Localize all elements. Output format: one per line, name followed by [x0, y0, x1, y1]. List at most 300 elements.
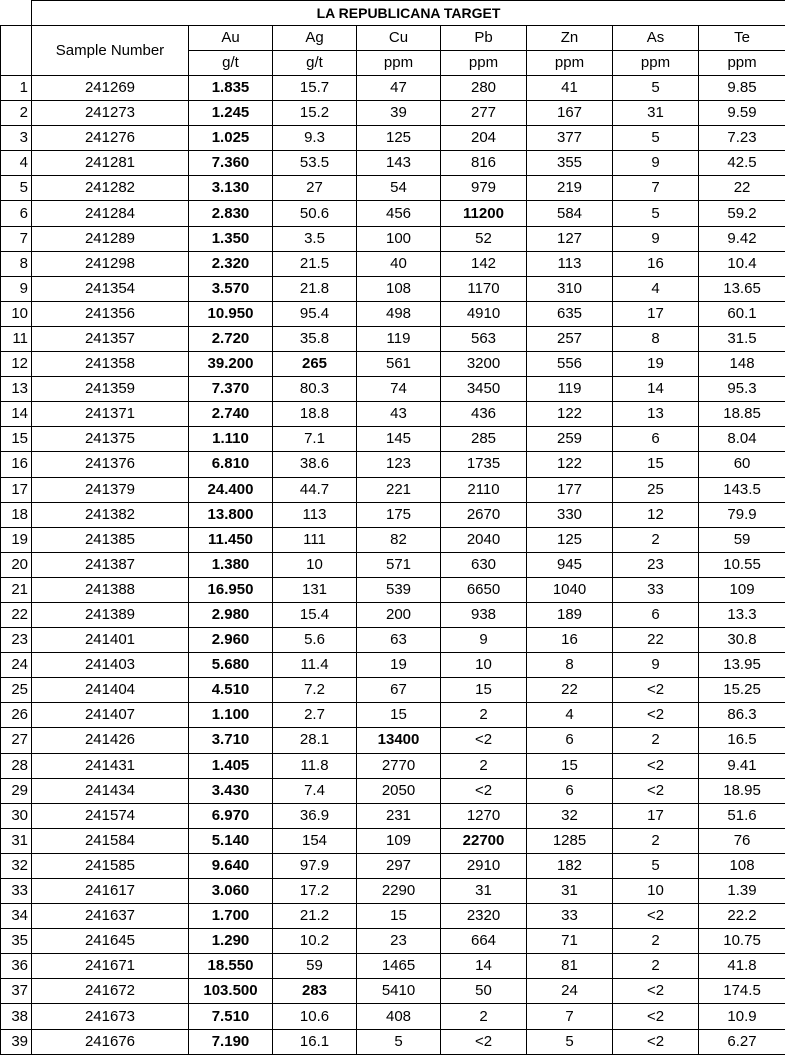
pb-value: 1270 — [441, 803, 527, 828]
zn-value: 330 — [527, 502, 613, 527]
cu-value: 221 — [357, 477, 441, 502]
row-number: 26 — [1, 703, 32, 728]
table-row — [1, 929, 785, 954]
pb-value: 563 — [441, 326, 527, 351]
row-number: 10 — [1, 301, 32, 326]
te-value: 18.85 — [699, 402, 785, 427]
as-value: 6 — [613, 602, 699, 627]
te-value: 108 — [699, 853, 785, 878]
as-value: 2 — [613, 828, 699, 853]
row-number: 9 — [1, 276, 32, 301]
cu-value: 19 — [357, 653, 441, 678]
pb-value: 4910 — [441, 301, 527, 326]
pb-value: 1735 — [441, 452, 527, 477]
table-row — [1, 1004, 785, 1029]
sample-number: 241389 — [32, 602, 189, 627]
te-value: 95.3 — [699, 377, 785, 402]
pb-value: 15 — [441, 678, 527, 703]
row-number: 1 — [1, 76, 32, 101]
as-value: 5 — [613, 201, 699, 226]
pb-value: 277 — [441, 101, 527, 126]
zn-value: 219 — [527, 176, 613, 201]
as-value: 31 — [613, 101, 699, 126]
ag-value: 2.7 — [273, 703, 357, 728]
sample-number: 241354 — [32, 276, 189, 301]
table-row — [1, 76, 785, 101]
au-value: 103.500 — [189, 979, 273, 1004]
ag-value: 44.7 — [273, 477, 357, 502]
table-row — [1, 402, 785, 427]
au-value: 1.700 — [189, 904, 273, 929]
zn-value: 15 — [527, 753, 613, 778]
au-value: 4.510 — [189, 678, 273, 703]
cu-value: 408 — [357, 1004, 441, 1029]
sample-number: 241407 — [32, 703, 189, 728]
zn-value: 310 — [527, 276, 613, 301]
as-value: <2 — [613, 778, 699, 803]
te-value: 51.6 — [699, 803, 785, 828]
sample-number: 241358 — [32, 352, 189, 377]
te-value: 148 — [699, 352, 785, 377]
zn-value: 122 — [527, 402, 613, 427]
zn-value: 177 — [527, 477, 613, 502]
table-body — [1, 76, 785, 1055]
sample-number: 241273 — [32, 101, 189, 126]
row-number: 19 — [1, 527, 32, 552]
zn-value: 945 — [527, 552, 613, 577]
au-value: 16.950 — [189, 577, 273, 602]
sample-number: 241379 — [32, 477, 189, 502]
cu-value: 231 — [357, 803, 441, 828]
te-value: 60.1 — [699, 301, 785, 326]
row-number: 38 — [1, 1004, 32, 1029]
cu-value: 571 — [357, 552, 441, 577]
ag-value: 16.1 — [273, 1029, 357, 1054]
cu-value: 175 — [357, 502, 441, 527]
table-row — [1, 653, 785, 678]
pb-value: 3200 — [441, 352, 527, 377]
te-value: 9.42 — [699, 226, 785, 251]
pb-value: 2110 — [441, 477, 527, 502]
te-value: 10.9 — [699, 1004, 785, 1029]
ag-value: 5.6 — [273, 628, 357, 653]
as-value: 5 — [613, 126, 699, 151]
row-number: 34 — [1, 904, 32, 929]
row-number: 20 — [1, 552, 32, 577]
te-value: 16.5 — [699, 728, 785, 753]
pb-value: 52 — [441, 226, 527, 251]
table-row — [1, 126, 785, 151]
pb-value: 2910 — [441, 853, 527, 878]
row-number: 13 — [1, 377, 32, 402]
te-value: 59.2 — [699, 201, 785, 226]
cu-value: 456 — [357, 201, 441, 226]
row-number: 11 — [1, 326, 32, 351]
ag-value: 10 — [273, 552, 357, 577]
sample-number: 241434 — [32, 778, 189, 803]
te-value: 109 — [699, 577, 785, 602]
as-value: <2 — [613, 979, 699, 1004]
au-value: 1.110 — [189, 427, 273, 452]
pb-value: 436 — [441, 402, 527, 427]
sample-number: 241637 — [32, 904, 189, 929]
au-value: 2.960 — [189, 628, 273, 653]
te-value: 18.95 — [699, 778, 785, 803]
sample-number: 241388 — [32, 577, 189, 602]
table-row — [1, 201, 785, 226]
table-row — [1, 326, 785, 351]
sample-number: 241671 — [32, 954, 189, 979]
ag-value: 11.4 — [273, 653, 357, 678]
as-value: 16 — [613, 251, 699, 276]
au-value: 7.510 — [189, 1004, 273, 1029]
au-value: 2.980 — [189, 602, 273, 627]
au-value: 1.835 — [189, 76, 273, 101]
cu-value: 15 — [357, 904, 441, 929]
col-header-au: Au — [189, 26, 273, 51]
as-value: 9 — [613, 653, 699, 678]
table-row — [1, 828, 785, 853]
te-value: 10.4 — [699, 251, 785, 276]
te-value: 13.3 — [699, 602, 785, 627]
pb-value: <2 — [441, 728, 527, 753]
row-number: 18 — [1, 502, 32, 527]
sample-number: 241382 — [32, 502, 189, 527]
ag-value: 53.5 — [273, 151, 357, 176]
as-value: 22 — [613, 628, 699, 653]
sample-number: 241289 — [32, 226, 189, 251]
row-number: 31 — [1, 828, 32, 853]
table-row — [1, 904, 785, 929]
pb-value: 979 — [441, 176, 527, 201]
pb-value: 11200 — [441, 201, 527, 226]
row-number: 16 — [1, 452, 32, 477]
pb-value: 50 — [441, 979, 527, 1004]
cu-value: 5410 — [357, 979, 441, 1004]
unit-cu: ppm — [357, 51, 441, 76]
au-value: 24.400 — [189, 477, 273, 502]
unit-pb: ppm — [441, 51, 527, 76]
as-value: <2 — [613, 1029, 699, 1054]
table-row — [1, 151, 785, 176]
sample-number: 241269 — [32, 76, 189, 101]
cu-value: 40 — [357, 251, 441, 276]
te-value: 42.5 — [699, 151, 785, 176]
col-header-zn: Zn — [527, 26, 613, 51]
table-row — [1, 602, 785, 627]
sample-number: 241356 — [32, 301, 189, 326]
zn-value: 113 — [527, 251, 613, 276]
cu-value: 145 — [357, 427, 441, 452]
cu-value: 297 — [357, 853, 441, 878]
ag-value: 283 — [273, 979, 357, 1004]
te-value: 13.65 — [699, 276, 785, 301]
sample-number: 241672 — [32, 979, 189, 1004]
te-value: 22 — [699, 176, 785, 201]
cu-value: 2290 — [357, 879, 441, 904]
te-value: 9.41 — [699, 753, 785, 778]
cu-value: 2050 — [357, 778, 441, 803]
table-row — [1, 778, 785, 803]
cu-value: 143 — [357, 151, 441, 176]
au-value: 2.830 — [189, 201, 273, 226]
ag-value: 21.2 — [273, 904, 357, 929]
cu-value: 119 — [357, 326, 441, 351]
row-number: 6 — [1, 201, 32, 226]
zn-value: 635 — [527, 301, 613, 326]
au-value: 3.430 — [189, 778, 273, 803]
unit-zn: ppm — [527, 51, 613, 76]
ag-value: 7.4 — [273, 778, 357, 803]
cu-value: 67 — [357, 678, 441, 703]
cu-value: 200 — [357, 602, 441, 627]
sample-number: 241585 — [32, 853, 189, 878]
pb-value: 2670 — [441, 502, 527, 527]
ag-value: 15.7 — [273, 76, 357, 101]
zn-value: 81 — [527, 954, 613, 979]
au-value: 6.970 — [189, 803, 273, 828]
cu-value: 109 — [357, 828, 441, 853]
table-row — [1, 1029, 785, 1054]
te-value: 9.85 — [699, 76, 785, 101]
zn-value: 1040 — [527, 577, 613, 602]
te-value: 13.95 — [699, 653, 785, 678]
zn-value: 377 — [527, 126, 613, 151]
au-value: 7.370 — [189, 377, 273, 402]
pb-value: 2320 — [441, 904, 527, 929]
pb-value: 2040 — [441, 527, 527, 552]
sample-number: 241431 — [32, 753, 189, 778]
ag-value: 21.8 — [273, 276, 357, 301]
cu-value: 63 — [357, 628, 441, 653]
ag-value: 9.3 — [273, 126, 357, 151]
au-value: 1.350 — [189, 226, 273, 251]
cu-value: 74 — [357, 377, 441, 402]
sample-number: 241281 — [32, 151, 189, 176]
zn-value: 7 — [527, 1004, 613, 1029]
au-value: 1.245 — [189, 101, 273, 126]
row-number: 36 — [1, 954, 32, 979]
sample-number: 241426 — [32, 728, 189, 753]
as-value: <2 — [613, 1004, 699, 1029]
pb-value: 630 — [441, 552, 527, 577]
row-number: 30 — [1, 803, 32, 828]
table-row — [1, 954, 785, 979]
au-value: 5.140 — [189, 828, 273, 853]
as-value: 10 — [613, 879, 699, 904]
cu-value: 2770 — [357, 753, 441, 778]
as-value: <2 — [613, 678, 699, 703]
table-row — [1, 728, 785, 753]
row-number: 28 — [1, 753, 32, 778]
as-value: 17 — [613, 803, 699, 828]
unit-te: ppm — [699, 51, 785, 76]
as-value: 25 — [613, 477, 699, 502]
ag-value: 7.2 — [273, 678, 357, 703]
sample-number: 241276 — [32, 126, 189, 151]
pb-value: 2 — [441, 703, 527, 728]
ag-value: 35.8 — [273, 326, 357, 351]
zn-value: 259 — [527, 427, 613, 452]
au-value: 5.680 — [189, 653, 273, 678]
cu-value: 13400 — [357, 728, 441, 753]
sample-number: 241401 — [32, 628, 189, 653]
table-row — [1, 477, 785, 502]
au-value: 39.200 — [189, 352, 273, 377]
as-value: <2 — [613, 904, 699, 929]
zn-value: 22 — [527, 678, 613, 703]
sample-number: 241676 — [32, 1029, 189, 1054]
zn-value: 355 — [527, 151, 613, 176]
ag-value: 131 — [273, 577, 357, 602]
te-value: 31.5 — [699, 326, 785, 351]
ag-value: 97.9 — [273, 853, 357, 878]
row-number: 15 — [1, 427, 32, 452]
sample-number: 241385 — [32, 527, 189, 552]
zn-value: 4 — [527, 703, 613, 728]
sample-number: 241574 — [32, 803, 189, 828]
zn-value: 584 — [527, 201, 613, 226]
zn-value: 257 — [527, 326, 613, 351]
table-row — [1, 678, 785, 703]
table-row — [1, 803, 785, 828]
table-row — [1, 853, 785, 878]
zn-value: 127 — [527, 226, 613, 251]
ag-value: 11.8 — [273, 753, 357, 778]
pb-value: 9 — [441, 628, 527, 653]
zn-value: 32 — [527, 803, 613, 828]
ag-value: 59 — [273, 954, 357, 979]
cu-value: 54 — [357, 176, 441, 201]
au-value: 2.720 — [189, 326, 273, 351]
row-number: 8 — [1, 251, 32, 276]
au-value: 13.800 — [189, 502, 273, 527]
ag-value: 28.1 — [273, 728, 357, 753]
unit-au: g/t — [189, 51, 273, 76]
as-value: 9 — [613, 151, 699, 176]
row-number: 24 — [1, 653, 32, 678]
pb-value: 6650 — [441, 577, 527, 602]
zn-value: 24 — [527, 979, 613, 1004]
cu-value: 39 — [357, 101, 441, 126]
zn-value: 16 — [527, 628, 613, 653]
te-value: 60 — [699, 452, 785, 477]
te-value: 6.27 — [699, 1029, 785, 1054]
as-value: 9 — [613, 226, 699, 251]
au-value: 6.810 — [189, 452, 273, 477]
as-value: 23 — [613, 552, 699, 577]
sample-number: 241584 — [32, 828, 189, 853]
as-value: 2 — [613, 929, 699, 954]
cu-value: 82 — [357, 527, 441, 552]
row-number: 12 — [1, 352, 32, 377]
te-value: 7.23 — [699, 126, 785, 151]
ag-value: 10.2 — [273, 929, 357, 954]
au-value: 1.405 — [189, 753, 273, 778]
row-number: 14 — [1, 402, 32, 427]
pb-value: 2 — [441, 753, 527, 778]
as-value: 5 — [613, 853, 699, 878]
row-number: 37 — [1, 979, 32, 1004]
cu-value: 47 — [357, 76, 441, 101]
sample-number: 241387 — [32, 552, 189, 577]
sample-number: 241375 — [32, 427, 189, 452]
cu-value: 108 — [357, 276, 441, 301]
ag-value: 15.4 — [273, 602, 357, 627]
table-row — [1, 226, 785, 251]
row-number: 22 — [1, 602, 32, 627]
pb-value: 285 — [441, 427, 527, 452]
te-value: 143.5 — [699, 477, 785, 502]
au-value: 1.380 — [189, 552, 273, 577]
as-value: 4 — [613, 276, 699, 301]
ag-value: 111 — [273, 527, 357, 552]
te-value: 76 — [699, 828, 785, 853]
row-number: 33 — [1, 879, 32, 904]
table-row — [1, 527, 785, 552]
au-value: 2.740 — [189, 402, 273, 427]
row-number: 4 — [1, 151, 32, 176]
row-number: 27 — [1, 728, 32, 753]
table-row — [1, 427, 785, 452]
zn-value: 33 — [527, 904, 613, 929]
row-number: 25 — [1, 678, 32, 703]
as-value: 2 — [613, 954, 699, 979]
table-row — [1, 101, 785, 126]
au-value: 1.025 — [189, 126, 273, 151]
col-header-ag: Ag — [273, 26, 357, 51]
ag-value: 154 — [273, 828, 357, 853]
ag-value: 15.2 — [273, 101, 357, 126]
col-header-pb: Pb — [441, 26, 527, 51]
table-row — [1, 377, 785, 402]
zn-value: 41 — [527, 76, 613, 101]
table-row — [1, 979, 785, 1004]
sample-number: 241298 — [32, 251, 189, 276]
row-number: 23 — [1, 628, 32, 653]
zn-value: 8 — [527, 653, 613, 678]
table-row — [1, 577, 785, 602]
table-row — [1, 176, 785, 201]
sample-number: 241645 — [32, 929, 189, 954]
au-value: 7.360 — [189, 151, 273, 176]
as-value: 2 — [613, 527, 699, 552]
table-row — [1, 301, 785, 326]
as-value: 2 — [613, 728, 699, 753]
te-value: 30.8 — [699, 628, 785, 653]
zn-value: 6 — [527, 728, 613, 753]
corner-cell — [1, 1, 32, 26]
ag-value: 113 — [273, 502, 357, 527]
zn-value: 189 — [527, 602, 613, 627]
cu-value: 123 — [357, 452, 441, 477]
table-row — [1, 879, 785, 904]
pb-value: 2 — [441, 1004, 527, 1029]
ag-value: 21.5 — [273, 251, 357, 276]
sample-number: 241357 — [32, 326, 189, 351]
as-value: 15 — [613, 452, 699, 477]
pb-value: 938 — [441, 602, 527, 627]
as-value: 33 — [613, 577, 699, 602]
ag-value: 265 — [273, 352, 357, 377]
sample-number: 241282 — [32, 176, 189, 201]
table-row — [1, 452, 785, 477]
row-number: 39 — [1, 1029, 32, 1054]
ag-value: 7.1 — [273, 427, 357, 452]
zn-value: 556 — [527, 352, 613, 377]
au-value: 3.060 — [189, 879, 273, 904]
zn-value: 122 — [527, 452, 613, 477]
